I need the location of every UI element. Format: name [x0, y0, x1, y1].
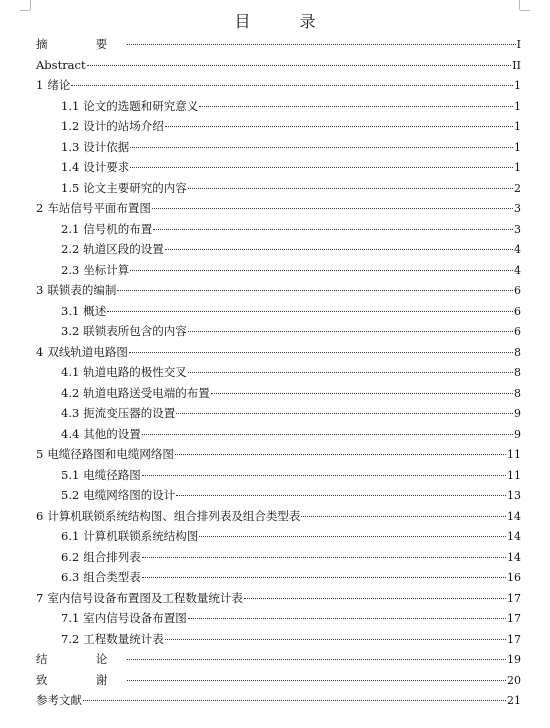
- toc-entry-page: 4: [514, 263, 521, 277]
- toc-entry[interactable]: [36, 485, 521, 506]
- toc-entry-number: 2.1: [61, 221, 80, 236]
- toc-entry[interactable]: [36, 321, 521, 342]
- toc-entry-page: 19: [507, 653, 521, 666]
- toc-entry[interactable]: [36, 403, 521, 424]
- dot-leader: [71, 85, 513, 86]
- toc-entry-label: 轨道电路的极性交叉: [83, 365, 187, 379]
- toc-entry[interactable]: [36, 649, 521, 670]
- toc-entry[interactable]: [36, 567, 521, 588]
- toc-entry[interactable]: [36, 424, 521, 445]
- toc-entry[interactable]: [36, 157, 521, 178]
- dot-leader: [127, 659, 506, 660]
- toc-entry-number: 6: [36, 508, 44, 523]
- toc-entry-label: 计算机联锁系统结构图、组合排列表及组合类型表: [47, 508, 301, 523]
- toc-entry-page: 3: [514, 202, 521, 215]
- toc-entry-number: 4.4: [61, 426, 80, 441]
- toc-entry-page: 9: [514, 427, 521, 441]
- toc-entry[interactable]: [36, 239, 521, 260]
- toc-entry-number: 1.2: [61, 119, 80, 133]
- toc-entry-label: 电缆径路图和电缆网络图: [47, 447, 174, 461]
- dot-leader: [129, 352, 513, 353]
- toc-entry[interactable]: [36, 34, 521, 55]
- toc-entry-number: 5.2: [61, 488, 80, 502]
- toc-entry-label: 设计依据: [83, 139, 130, 154]
- toc-entry-page: 6: [514, 325, 521, 338]
- dot-leader: [87, 65, 512, 66]
- toc-entry[interactable]: [36, 362, 521, 383]
- toc-entry-number: 4.1: [61, 365, 80, 379]
- toc-entry-label: 双线轨道电路图: [47, 344, 128, 359]
- toc-entry-label: 坐标计算: [83, 262, 130, 277]
- toc-entry-number: 7: [36, 590, 44, 605]
- toc-entry-page: 8: [514, 386, 521, 400]
- toc-entry-number: 4.2: [61, 385, 80, 400]
- dot-leader: [130, 167, 513, 168]
- toc-entry[interactable]: [36, 280, 521, 301]
- toc-entry-number: 4.3: [61, 406, 80, 420]
- toc-entry-label: 致 谢: [36, 672, 126, 687]
- toc-entry-page: 2: [514, 181, 521, 195]
- toc-entry[interactable]: [36, 178, 521, 199]
- toc-entry-number: 6.2: [61, 549, 80, 564]
- dot-leader: [130, 270, 513, 271]
- toc-entry[interactable]: [36, 444, 521, 465]
- toc-entry-page: I: [516, 38, 521, 51]
- toc-entry-number: 5.1: [61, 467, 80, 482]
- toc-entry[interactable]: [36, 526, 521, 547]
- dot-leader: [127, 680, 506, 681]
- toc-entry-label: 电缆网络图的设计: [83, 488, 176, 502]
- toc-entry-page: 17: [507, 591, 521, 605]
- toc-entry[interactable]: [36, 383, 521, 404]
- table-of-contents: [36, 34, 521, 711]
- dot-leader: [153, 229, 513, 230]
- dot-leader: [142, 557, 506, 558]
- toc-entry-number: 3.2: [61, 324, 80, 338]
- toc-entry[interactable]: [36, 506, 521, 527]
- toc-entry-page: 13: [507, 489, 521, 502]
- toc-entry[interactable]: [36, 342, 521, 363]
- toc-entry-number: 2.3: [61, 262, 80, 277]
- dot-leader: [142, 434, 513, 435]
- page-corner-mark-right: [519, 0, 520, 10]
- toc-entry-label: 其他的设置: [83, 426, 141, 441]
- toc-entry-number: 4: [36, 344, 44, 359]
- toc-entry-number: 2: [36, 201, 44, 215]
- toc-entry-page: 8: [514, 345, 521, 359]
- toc-entry[interactable]: [36, 608, 521, 629]
- dot-leader: [188, 188, 513, 189]
- toc-entry-page: 14: [507, 550, 521, 564]
- toc-entry-page: 6: [514, 284, 521, 297]
- toc-entry[interactable]: [36, 465, 521, 486]
- toc-entry-label: 设计要求: [83, 160, 130, 174]
- toc-entry-label: 信号机的布置: [83, 221, 153, 236]
- toc-entry-page: 1: [514, 79, 521, 92]
- toc-entry-page: 11: [507, 468, 521, 482]
- toc-entry-number: 3.1: [61, 303, 80, 318]
- toc-entry[interactable]: [36, 690, 521, 711]
- toc-entry[interactable]: [36, 198, 521, 219]
- toc-entry-page: 14: [507, 530, 521, 543]
- toc-entry-number: 1.1: [61, 98, 80, 113]
- toc-entry-label: 车站信号平面布置图: [47, 201, 151, 215]
- toc-entry-number: 6.1: [61, 529, 80, 543]
- dot-leader: [188, 618, 506, 619]
- dot-leader: [117, 290, 513, 291]
- dot-leader: [142, 475, 506, 476]
- page-corner-mark-right-h: [520, 10, 530, 11]
- toc-entry-label: 工程数量统计表: [83, 631, 164, 646]
- dot-leader: [107, 311, 513, 312]
- toc-entry-label: 论文主要研究的内容: [83, 180, 187, 195]
- toc-entry-label: 绪论: [47, 78, 71, 92]
- toc-entry-page: 16: [507, 571, 521, 584]
- toc-entry-label: 联锁表的编制: [47, 283, 117, 297]
- dot-leader: [83, 700, 506, 701]
- toc-entry-page: 9: [514, 407, 521, 420]
- toc-entry-label: 论文的选题和研究意义: [83, 98, 199, 113]
- toc-entry[interactable]: [36, 260, 521, 281]
- dot-leader: [199, 106, 513, 107]
- dot-leader: [175, 454, 506, 455]
- toc-entry[interactable]: [36, 116, 521, 137]
- toc-entry-page: 1: [514, 161, 521, 174]
- dot-leader: [130, 147, 513, 148]
- toc-entry-page: 21: [507, 694, 521, 707]
- dot-leader: [142, 577, 506, 578]
- toc-title: 目 录: [234, 12, 338, 31]
- toc-entry-label: 结 论: [36, 652, 126, 666]
- dot-leader: [301, 516, 506, 517]
- dot-leader: [165, 249, 513, 250]
- dot-leader: [211, 393, 513, 394]
- toc-entry-number: 2.2: [61, 242, 80, 256]
- toc-entry-number: 1.4: [61, 160, 80, 174]
- dot-leader: [188, 331, 513, 332]
- dot-leader: [165, 126, 513, 127]
- toc-entry-label: 摘 要: [36, 37, 126, 51]
- toc-entry[interactable]: [36, 629, 521, 650]
- toc-entry-label: 轨道电路送受电端的布置: [83, 385, 210, 400]
- toc-entry-page: 8: [514, 366, 521, 379]
- toc-entry[interactable]: [36, 55, 521, 76]
- toc-entry[interactable]: [36, 137, 521, 158]
- toc-entry-page: 1: [514, 99, 521, 113]
- toc-entry-label: Abstract: [36, 57, 86, 72]
- toc-entry-label: 概述: [83, 303, 107, 318]
- toc-entry-label: 设计的站场介绍: [83, 119, 164, 133]
- toc-entry-number: 1: [36, 78, 44, 92]
- toc-entry-label: 参考文献: [36, 693, 82, 707]
- toc-entry-page: 1: [514, 120, 521, 133]
- toc-entry-label: 室内信号设备布置图及工程数量统计表: [47, 590, 243, 605]
- dot-leader: [244, 598, 506, 599]
- toc-entry-number: 5: [36, 447, 44, 461]
- dot-leader: [165, 639, 506, 640]
- toc-entry-page: 1: [514, 140, 521, 154]
- toc-entry-label: 计算机联锁系统结构图: [83, 529, 199, 543]
- toc-entry-page: 11: [507, 448, 521, 461]
- toc-entry-page: 6: [514, 304, 521, 318]
- toc-entry[interactable]: [36, 547, 521, 568]
- toc-entry-page: 17: [507, 612, 521, 625]
- toc-entry[interactable]: [36, 75, 521, 96]
- toc-entry[interactable]: [36, 670, 521, 691]
- toc-entry-label: 轨道区段的设置: [83, 242, 164, 256]
- dot-leader: [176, 495, 506, 496]
- toc-entry-number: 1.3: [61, 139, 80, 154]
- toc-entry-label: 室内信号设备布置图: [83, 611, 187, 625]
- toc-entry[interactable]: [36, 96, 521, 117]
- toc-entry-page: 4: [514, 243, 521, 256]
- toc-entry-page: 17: [507, 632, 521, 646]
- dot-leader: [199, 536, 506, 537]
- dot-leader: [127, 44, 516, 45]
- toc-entry[interactable]: [36, 588, 521, 609]
- page-corner-mark-left: [30, 0, 31, 10]
- toc-entry-page: 20: [507, 673, 521, 687]
- toc-entry-number: 1.5: [61, 180, 80, 195]
- toc-entry-page: 3: [514, 222, 521, 236]
- toc-entry-page: II: [512, 58, 521, 72]
- toc-entry-label: 联锁表所包含的内容: [83, 324, 187, 338]
- page-corner-mark-left-h: [20, 10, 30, 11]
- toc-entry[interactable]: [36, 301, 521, 322]
- dot-leader: [188, 372, 513, 373]
- toc-entry-label: 组合类型表: [83, 570, 141, 584]
- toc-entry-number: 6.3: [61, 570, 80, 584]
- toc-entry-number: 3: [36, 283, 44, 297]
- toc-entry-label: 电缆径路图: [83, 467, 141, 482]
- dot-leader: [152, 208, 513, 209]
- toc-entry-number: 7.2: [61, 631, 80, 646]
- toc-entry-number: 7.1: [61, 611, 80, 625]
- toc-entry[interactable]: [36, 219, 521, 240]
- dot-leader: [176, 413, 513, 414]
- toc-entry-label: 扼流变压器的设置: [83, 406, 176, 420]
- toc-entry-label: 组合排列表: [83, 549, 141, 564]
- toc-entry-page: 14: [507, 509, 521, 523]
